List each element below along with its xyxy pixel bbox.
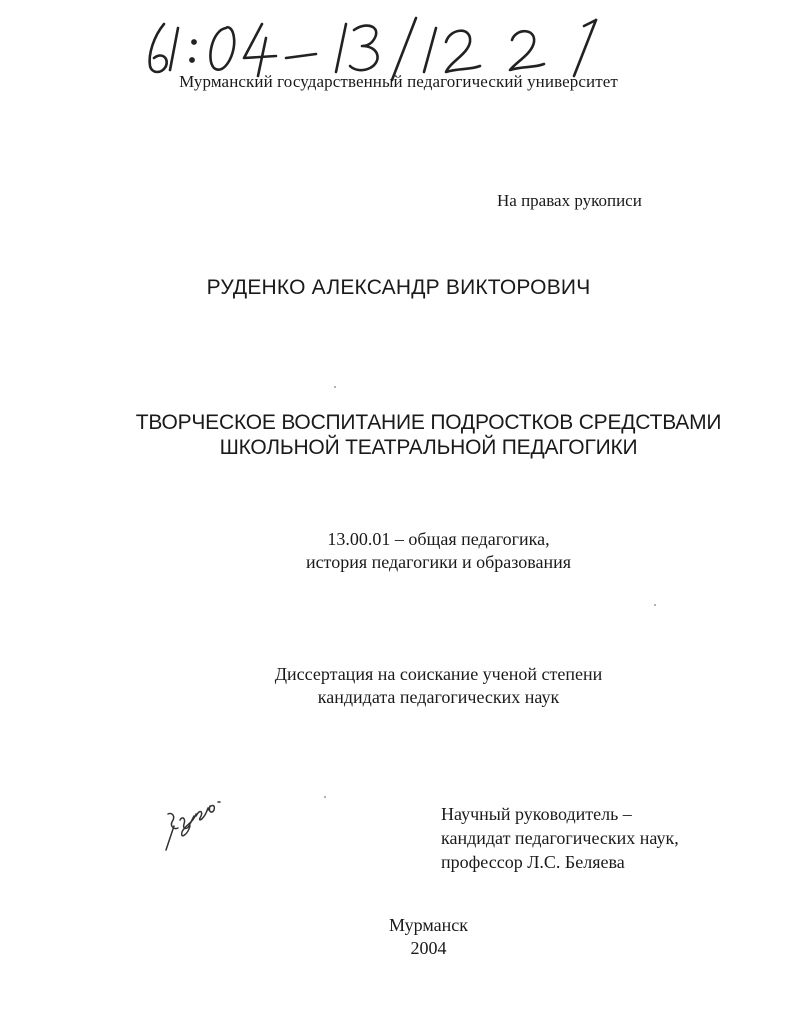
scan-speck (654, 604, 656, 606)
city-and-year (0, 914, 797, 960)
specialty-line-1: 13.00.01 – общая педагогика, (327, 529, 550, 549)
specialty-line-2: история педагогики и образования (305, 552, 572, 572)
scan-speck (334, 386, 336, 388)
thesis-title-line-2: ШКОЛЬНОЙ ТЕАТРАЛЬНОЙ ПЕДАГОГИКИ (219, 436, 638, 459)
supervisor-line-2: кандидат педагогических наук, (441, 828, 679, 848)
handwritten-signature (160, 786, 230, 858)
degree-line-1: Диссертация на соискание ученой степени (274, 664, 603, 684)
author-name: РУДЕНКО АЛЕКСАНДР ВИКТОРОВИЧ (206, 276, 591, 299)
thesis-title-line-1: ТВОРЧЕСКОЕ ВОСПИТАНИЕ ПОДРОСТКОВ СРЕДСТВАМИ (135, 411, 722, 434)
thesis-title (0, 410, 797, 460)
scan-speck (324, 796, 326, 798)
specialty-code (0, 528, 797, 574)
degree-line-2: кандидата педагогических наук (317, 687, 560, 707)
year: 2004 (410, 938, 447, 958)
scientific-supervisor (441, 802, 679, 874)
city: Мурманск (389, 915, 468, 935)
university-name: Мурманский государственный педагогический университет (179, 72, 618, 91)
supervisor-line-1: Научный руководитель – (441, 804, 632, 824)
manuscript-rights-note: На правах рукописи (497, 191, 642, 210)
degree-statement (0, 663, 797, 709)
supervisor-line-3: профессор Л.С. Беляева (441, 852, 625, 872)
